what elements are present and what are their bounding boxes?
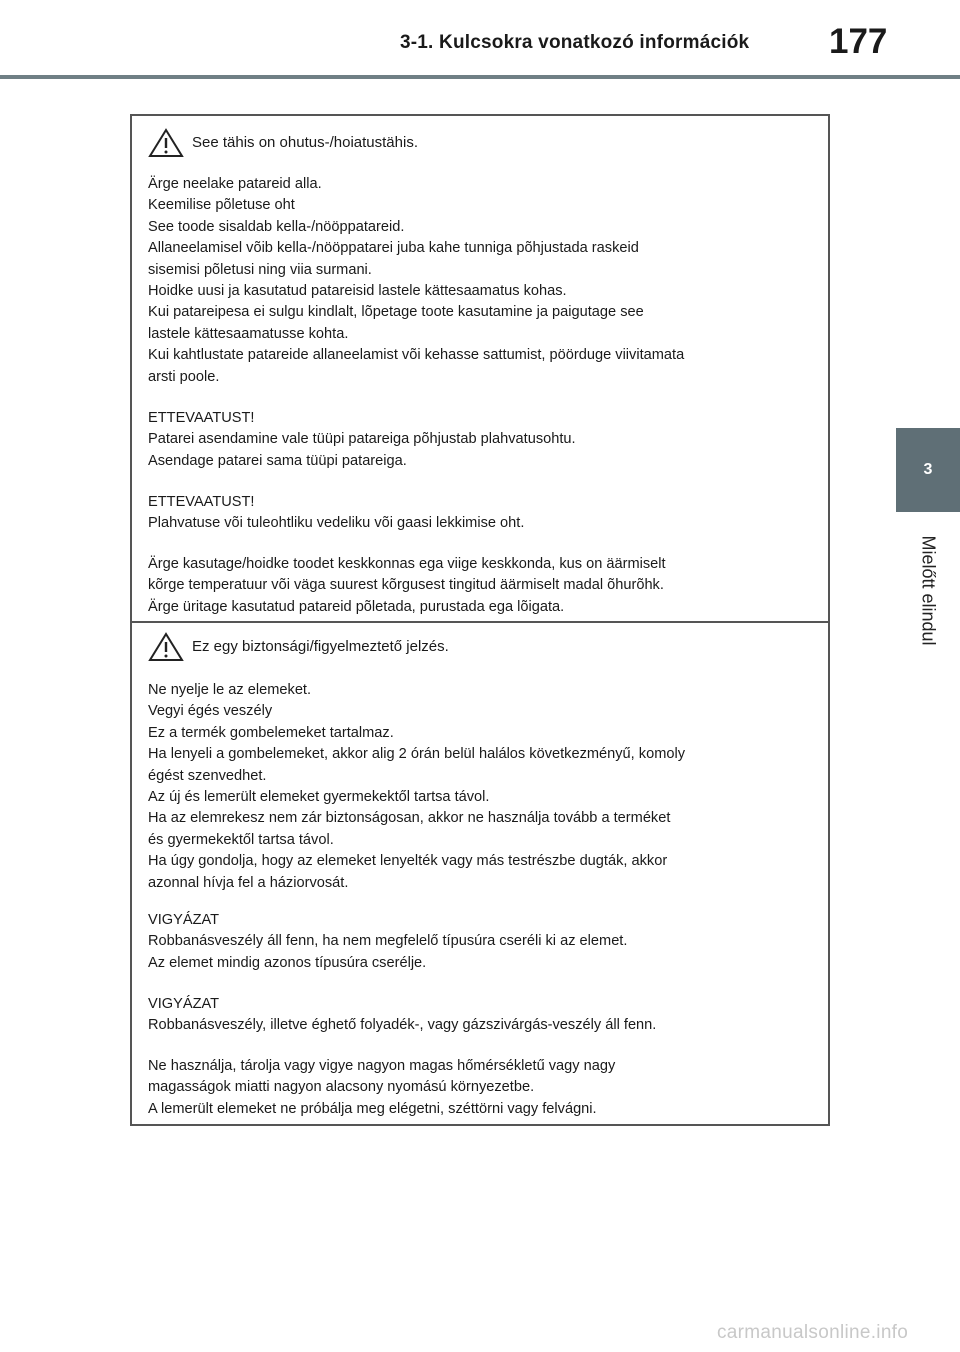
text-line: azonnal hívja fel a háziorvosát. bbox=[148, 874, 349, 891]
text-line: A lemerült elemeket ne próbálja meg elégetni, széttörni vagy felvágni. bbox=[148, 1100, 597, 1117]
text-line: VIGYÁZAT bbox=[148, 996, 220, 1012]
text-line: Ärge üritage kasutatud patareid põletada, purustada ega lõigata. bbox=[148, 598, 565, 615]
text-line: ETTEVAATUST! bbox=[148, 410, 255, 426]
text-line: Ne nyelje le az elemeket. bbox=[148, 682, 312, 698]
chapter-side-label bbox=[896, 520, 960, 660]
text-line: Kui kahtlustate patareide allaneelamist või kehasse sattumist, pöörduge viivitamata bbox=[148, 347, 685, 364]
estonian-section bbox=[132, 116, 828, 622]
text-line: és gyermekektől tartsa távol. bbox=[148, 831, 334, 848]
text-line: Asendage patarei sama tüüpi patareiga. bbox=[148, 452, 407, 469]
text-line: Ärge kasutage/hoidke toodet keskkonnas ega viige keskkonda, kus on äärmiselt bbox=[148, 556, 666, 572]
text-line: magasságok miatti nagyon alacsony nyomású környezetbe. bbox=[148, 1079, 535, 1096]
text-line: égést szenvedhet. bbox=[148, 767, 267, 784]
text-line: Az új és lemerült elemeket gyermekektől tartsa távol. bbox=[148, 789, 490, 806]
text-line: Patarei asendamine vale tüüpi patareiga põhjustab plahvatusohtu. bbox=[148, 431, 576, 448]
watermark: carmanualsonline.info bbox=[717, 1322, 909, 1343]
chapter-number: 3 bbox=[923, 461, 933, 478]
chapter-tab bbox=[896, 428, 960, 512]
estonian-paragraph-3 bbox=[148, 492, 816, 535]
estonian-paragraph-4 bbox=[148, 554, 816, 618]
warning-line bbox=[148, 128, 418, 158]
text-line: Kui patareipesa ei sulgu kindlalt, lõpetage toote kasutamine ja paigutage see bbox=[148, 304, 644, 321]
text-line: arsti poole. bbox=[148, 368, 220, 385]
section-divider bbox=[132, 621, 828, 623]
section-title: 3-1. Kulcsokra vonatkozó információk bbox=[400, 32, 750, 53]
estonian-paragraph-2 bbox=[148, 408, 816, 472]
hungarian-paragraph-2 bbox=[148, 910, 816, 974]
text-line: ETTEVAATUST! bbox=[148, 494, 255, 510]
hungarian-paragraph-4 bbox=[148, 1056, 816, 1120]
text-line: Ha úgy gondolja, hogy az elemeket lenyelték vagy más testrészbe dugták, akkor bbox=[148, 853, 668, 870]
text-line: Robbanásveszély áll fenn, ha nem megfelelő típusúra cseréli ki az elemet. bbox=[148, 933, 628, 950]
hungarian-section bbox=[132, 624, 828, 1124]
text-line: lastele kättesaamatusse kohta. bbox=[148, 325, 349, 342]
page-number: 177 bbox=[829, 22, 888, 61]
estonian-paragraph-1 bbox=[148, 174, 816, 388]
header-rule bbox=[0, 75, 960, 79]
text-line: sisemisi põletusi ning viia surmani. bbox=[148, 261, 372, 278]
chapter-label: Mielőtt elindul bbox=[918, 534, 939, 646]
warning-symbol-text: Ez egy biztonsági/figyelmeztető jelzés. bbox=[192, 638, 449, 655]
text-line: Ärge neelake patareid alla. bbox=[148, 176, 322, 192]
warning-triangle-icon bbox=[148, 128, 184, 158]
text-line: Hoidke uusi ja kasutatud patareisid lastele kättesaamatus kohas. bbox=[148, 283, 567, 300]
text-line: Vegyi égés veszély bbox=[148, 703, 273, 720]
text-line: Robbanásveszély, illetve éghető folyadék-, vagy gázszivárgás-veszély áll fenn. bbox=[148, 1017, 657, 1034]
hungarian-paragraph-3 bbox=[148, 994, 816, 1037]
text-line: Ne használja, tárolja vagy vigye nagyon magas hőmérsékletű vagy nagy bbox=[148, 1058, 616, 1074]
text-line: VIGYÁZAT bbox=[148, 912, 220, 928]
text-line: Az elemet mindig azonos típusúra cserélje. bbox=[148, 954, 427, 971]
warning-triangle-icon bbox=[148, 632, 184, 662]
text-line: Allaneelamisel võib kella-/nööppatarei juba kahe tunniga põhjustada raskeid bbox=[148, 240, 639, 257]
text-line: Ha lenyeli a gombelemeket, akkor alig 2 órán belül halálos következményű, komoly bbox=[148, 746, 686, 763]
text-line: Ha az elemrekesz nem zár biztonságosan, akkor ne használja tovább a terméket bbox=[148, 810, 671, 827]
text-line: Plahvatuse või tuleohtliku vedeliku või gaasi lekkimise oht. bbox=[148, 515, 525, 532]
hungarian-paragraph-1 bbox=[148, 680, 816, 894]
text-line: Keemilise põletuse oht bbox=[148, 197, 295, 214]
battery-warning-box bbox=[130, 114, 830, 1126]
text-line: kõrge temperatuur või väga suurest kõrgusest tingitud äärmiselt madal õhurõhk. bbox=[148, 577, 664, 594]
warning-line bbox=[148, 632, 449, 662]
text-line: Ez a termék gombelemeket tartalmaz. bbox=[148, 724, 394, 741]
warning-symbol-text: See tähis on ohutus-/hoiatustähis. bbox=[192, 134, 418, 151]
text-line: See toode sisaldab kella-/nööppatareid. bbox=[148, 218, 405, 235]
page-header bbox=[0, 0, 960, 80]
